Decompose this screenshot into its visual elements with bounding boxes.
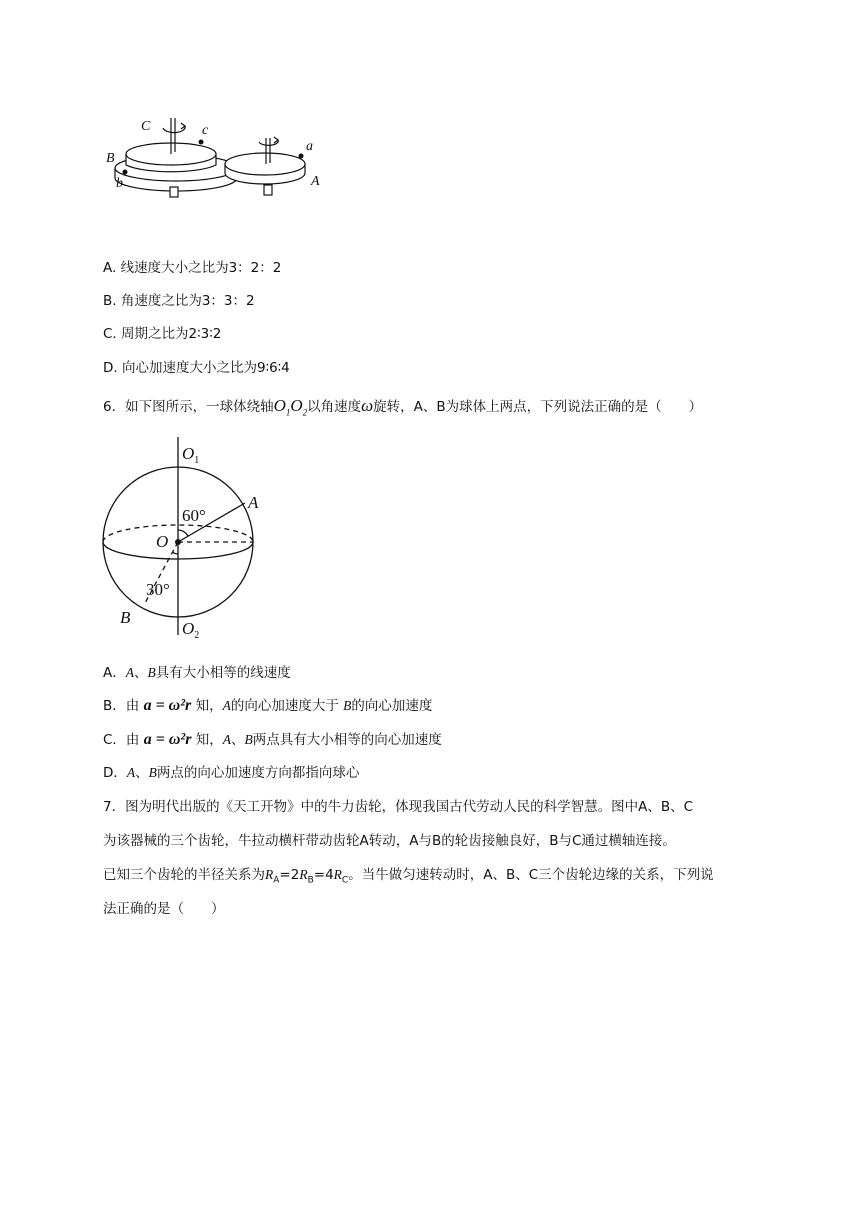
q5-option-b: B. 角速度之比为3：3：2 <box>103 293 255 309</box>
label-O1: $O_1$ <box>182 444 200 466</box>
label-A: A <box>311 174 320 189</box>
q5-option-a: A. 线速度大小之比为3：2：2 <box>103 260 282 276</box>
label-b: b <box>116 176 123 191</box>
angle-60: 60° <box>182 506 206 525</box>
sphere-diagram <box>100 435 270 640</box>
q6-stem: 6．如下图所示，一球体绕轴$O_1O_2$以角速度ω旋转，A、B为球体上两点，下列说法正确的是（ ） <box>103 396 703 418</box>
q6-option-d: D．A、B两点的向心加速度方向都指向球心 <box>103 765 360 781</box>
label-O2: $O_2$ <box>182 619 200 640</box>
point-c <box>199 140 204 145</box>
label-B: B <box>120 608 131 627</box>
q7-line2: 为该器械的三个齿轮，牛拉动横杆带动齿轮A转动，A与B的轮齿接触良好，B与C通过横轴连接。 <box>103 833 676 849</box>
label-a: a <box>306 139 313 154</box>
label-O: O <box>156 532 169 551</box>
label-c: c <box>202 123 209 138</box>
angle-30: 30° <box>146 580 170 599</box>
formula: a = ω²r <box>143 697 192 714</box>
label-A: A <box>248 493 259 512</box>
label-C: C <box>141 119 151 134</box>
center-point <box>175 539 181 545</box>
omega-symbol: ω <box>361 396 374 415</box>
disc-diagram <box>103 110 333 205</box>
point-a <box>299 154 304 159</box>
q6-option-b: B．由 a = ω²r 知，A的向心加速度大于 B的向心加速度 <box>103 697 433 714</box>
formula: a = ω²r <box>143 731 192 748</box>
point-b <box>123 170 128 175</box>
q6-number: 6． <box>103 399 126 415</box>
q7-line4: 法正确的是（ ） <box>103 901 225 917</box>
q6-option-c: C．由 a = ω²r 知，A、B两点具有大小相等的向心加速度 <box>103 731 442 748</box>
q5-option-d: D. 向心加速度大小之比为9∶6∶4 <box>103 360 290 376</box>
label-B: B <box>106 151 115 166</box>
q6-option-a: A．A、B具有大小相等的线速度 <box>103 665 291 681</box>
q7-line1: 7．图为明代出版的《天工开物》中的牛力齿轮，体现我国古代劳动人民的科学智慧。图中A、B、C <box>103 799 694 815</box>
q5-option-c: C. 周期之比为2∶3∶2 <box>103 326 222 342</box>
q7-line3: 已知三个齿轮的半径关系为$R_A=2R_B=4R_C$。当牛做匀速转动时，A、B、C三个齿轮边缘的关系，下列说 <box>103 867 714 886</box>
